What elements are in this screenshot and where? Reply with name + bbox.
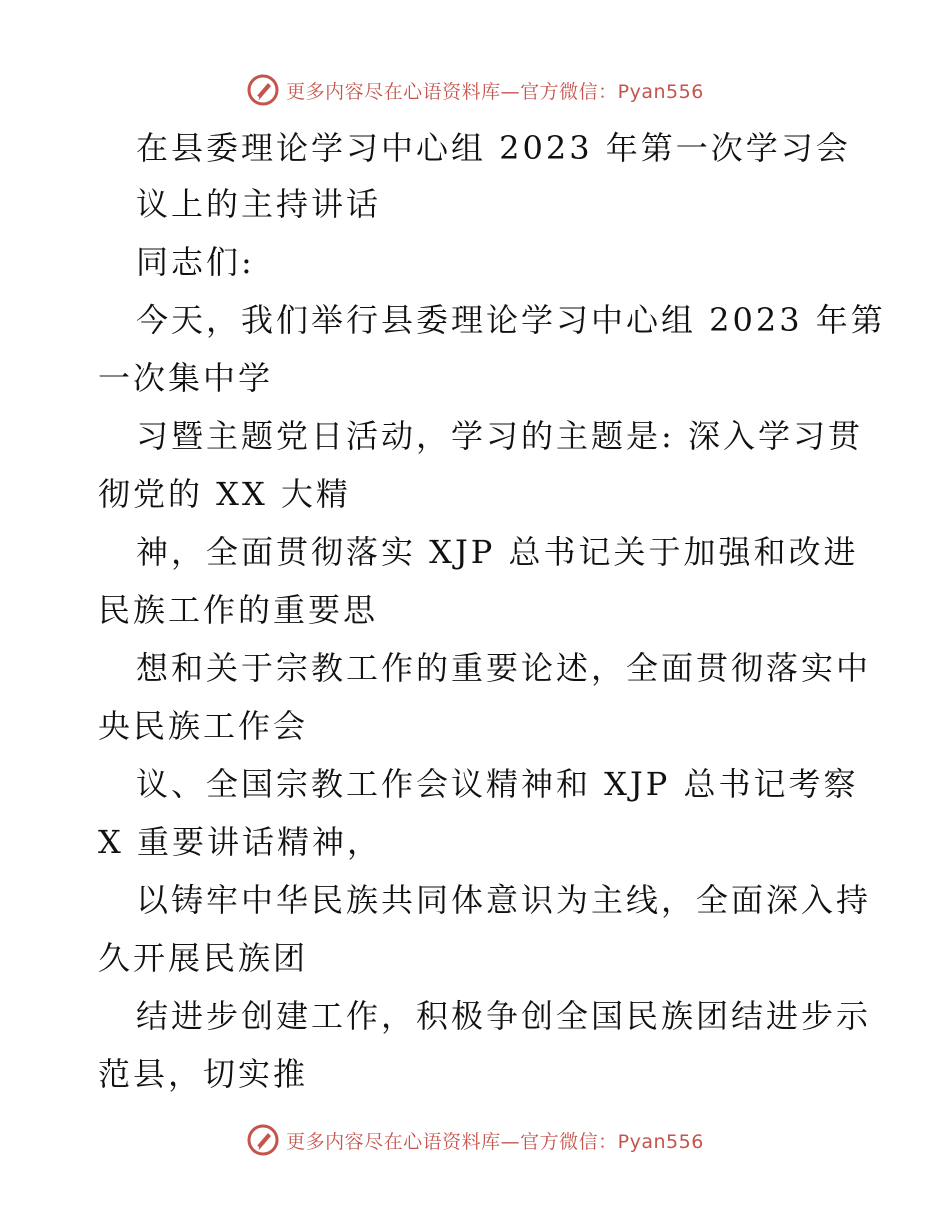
- watermark-text: 更多内容尽在心语资料库—官方微信：Pyan556: [286, 1130, 704, 1153]
- paragraph-line: 民族工作的重要思: [98, 591, 379, 629]
- pen-nib-logo-icon: [246, 1123, 280, 1157]
- paragraph-line: 神，全面贯彻落实 XJP 总书记关于加强和改进: [136, 533, 859, 571]
- pen-nib-logo-icon: [246, 73, 280, 107]
- paragraph-line: 习暨主题党日活动，学习的主题是: 深入学习贯: [136, 417, 863, 455]
- footer-watermark: [0, 1120, 950, 1160]
- paragraph-line: X 重要讲话精神，: [98, 823, 382, 861]
- paragraph-line: 今天，我们举行县委理论学习中心组 2023 年第: [136, 301, 886, 339]
- paragraph-line: 同志们:: [136, 243, 255, 281]
- paragraph-line: 议、全国宗教工作会议精神和 XJP 总书记考察: [136, 765, 859, 803]
- paragraph-line: 彻党的 XX 大精: [98, 475, 351, 513]
- document-title-line-2: 议上的主持讲话: [136, 185, 382, 223]
- paragraph-line: 久开展民族团: [98, 939, 309, 977]
- paragraph-line: 央民族工作会: [98, 707, 309, 745]
- header-watermark: [0, 70, 950, 110]
- watermark-text: 更多内容尽在心语资料库—官方微信：Pyan556: [286, 80, 704, 103]
- paragraph-line: 结进步创建工作，积极争创全国民族团结进步示: [136, 997, 872, 1035]
- paragraph-line: 以铸牢中华民族共同体意识为主线，全面深入持: [136, 881, 872, 919]
- paragraph-line: 一次集中学: [98, 359, 274, 397]
- paragraph-line: 范县，切实推: [98, 1055, 309, 1093]
- paragraph-line: 想和关于宗教工作的重要论述，全面贯彻落实中: [136, 649, 872, 687]
- document-title-line-1: 在县委理论学习中心组 2023 年第一次学习会: [136, 129, 851, 167]
